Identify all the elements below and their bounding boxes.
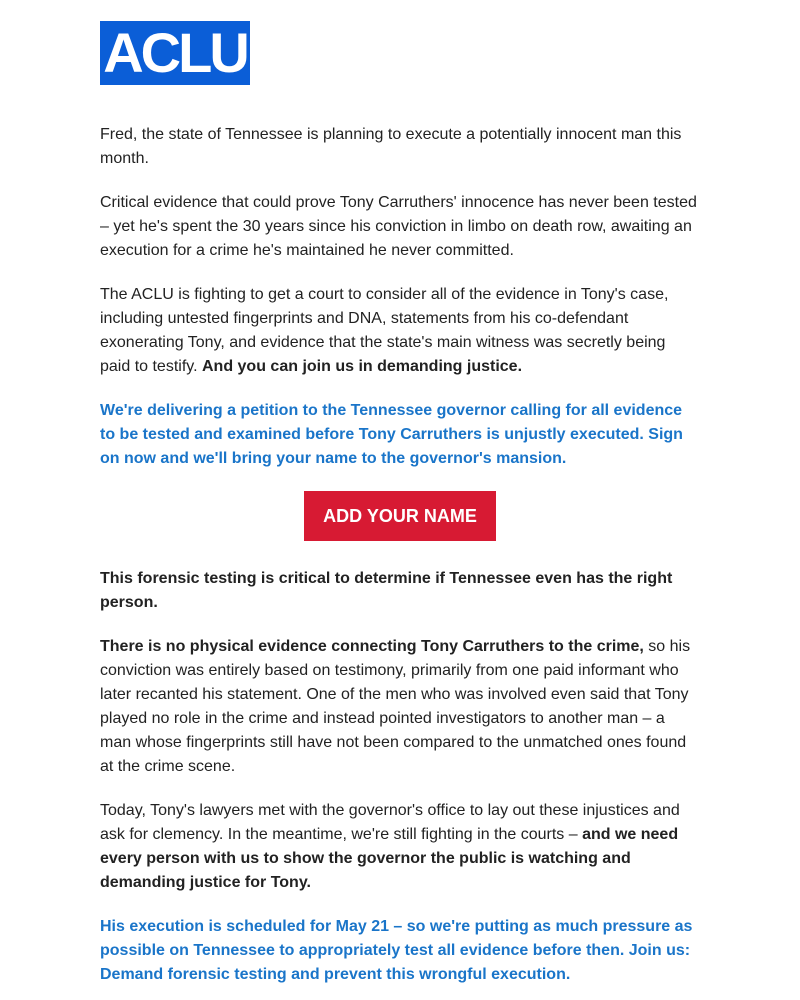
no-physical-evidence-bold: There is no physical evidence connecting Tony Carruthers to the crime, [100, 638, 644, 655]
join-us-text: And you can join us in demanding justice. [201, 358, 523, 375]
aclu-logo-text: ACLU [103, 21, 247, 84]
clemency-paragraph [100, 799, 700, 895]
forensic-testing-paragraph: This forensic testing is critical to determine if Tennessee even has the right person. [100, 570, 673, 611]
clemency-text: Today, Tony's lawyers met with the governor's office to lay out these injustices and ask for clemency. In the meantime, we're still fighting in the courts – [100, 802, 680, 843]
cta-container [100, 491, 700, 541]
petition-link-paragraph[interactable]: We're delivering a petition to the Tennessee governor calling for all evidence to be tested and examined before Tony Carruthers is unjustly executed. Sign on now and we'll bring your name to the governor's mansion. [100, 402, 683, 467]
aclu-fighting-text: The ACLU is fighting to get a court to consider all of the evidence in Tony's case, including untested fingerprints and DNA, statements from his co-defendant exonerating Tony, and evidence that the state's main witness was secretly being paid to testify. [100, 286, 669, 375]
no-physical-evidence-text: so his conviction was entirely based on testimony, primarily from one paid informant who later recanted his statement. One of the men who was involved even said that Tony played no role in the crime and instead pointed investigators to another man – a man whose fingerprints still have not been compared to the unmatched ones found at the crime scene. [100, 638, 691, 775]
clemency-bold: and we need every person with us to show the governor the public is watching and demanding justice for Tony. [100, 826, 679, 891]
aclu-logo[interactable] [100, 21, 250, 85]
add-your-name-button[interactable]: ADD YOUR NAME [304, 491, 496, 541]
intro-paragraph: Fred, the state of Tennessee is planning to execute a potentially innocent man this month. [100, 126, 682, 167]
aclu-fighting-paragraph [100, 283, 700, 379]
no-physical-evidence-paragraph [100, 635, 700, 779]
evidence-paragraph: Critical evidence that could prove Tony Carruthers' innocence has never been tested – yet he's spent the 30 years since his conviction in limbo on death row, awaiting an execution for a crime he's maintained he never committed. [100, 194, 697, 259]
execution-scheduled-link-paragraph[interactable]: His execution is scheduled for May 21 – so we're putting as much pressure as possible on Tennessee to appropriately test all evidence before then. Join us: Demand forensic testing and prevent this wrongful execution. [100, 918, 693, 983]
email-body [100, 0, 700, 987]
